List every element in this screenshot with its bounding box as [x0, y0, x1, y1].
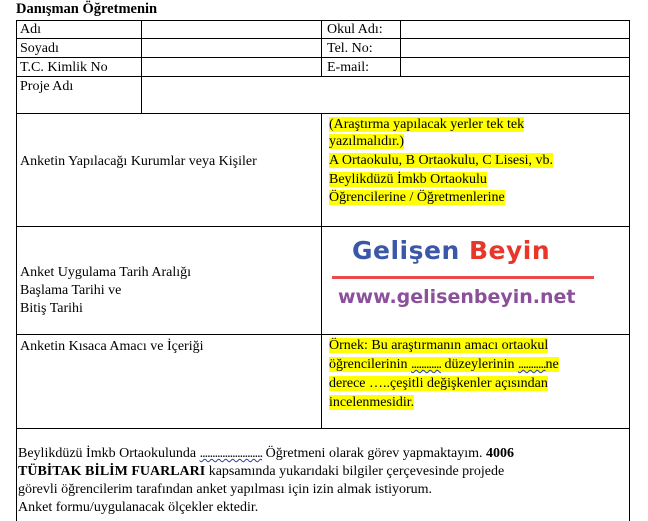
- institutions-hint-1: (Araştırma yapılacak yerler tek tek: [329, 117, 525, 132]
- watermark-url: www.gelisenbeyin.net: [338, 286, 576, 308]
- purpose-line-2: öğrencilerinin ............ düzeylerinin ...........ne: [329, 357, 559, 372]
- purpose-blank-2: ...........: [518, 357, 546, 372]
- purpose-line-3: derece …..çeşitli değişkenler açısından: [329, 376, 548, 391]
- surname-field[interactable]: [142, 39, 321, 57]
- project-name-field[interactable]: [142, 77, 629, 113]
- date-range-label: Anket Uygulama Tarih Aralığı: [20, 265, 192, 280]
- watermark-logo: Gelişen Beyin: [352, 236, 551, 265]
- institutions-label: Anketin Yapılacağı Kurumlar veya Kişiler: [20, 154, 257, 169]
- institutions-example-2: Beylikdüzü İmkb Ortaokulu: [329, 172, 487, 187]
- end-date-label: Bitiş Tarihi: [20, 301, 83, 316]
- tc-id-field[interactable]: [142, 58, 321, 76]
- school-label: Okul Adı:: [327, 22, 383, 37]
- project-name-label: Proje Adı: [20, 79, 74, 94]
- consent-line-1: Beylikdüzü İmkb Ortaokulunda ......................... Öğretmeni olarak görev yapmaktayım. 4006: [18, 446, 515, 461]
- email-label: E-mail:: [327, 60, 369, 75]
- name-label: Adı: [20, 22, 41, 37]
- phone-field[interactable]: [401, 39, 629, 57]
- surname-label: Soyadı: [20, 41, 59, 56]
- start-date-label: Başlama Tarihi ve: [20, 283, 122, 298]
- purpose-label: Anketin Kısaca Amacı ve İçeriği: [20, 339, 204, 354]
- purpose-blank-1: ............: [411, 357, 442, 372]
- email-field[interactable]: [401, 58, 629, 76]
- name-field[interactable]: [142, 21, 321, 38]
- tc-id-label: T.C. Kimlik No: [20, 60, 108, 75]
- phone-label: Tel. No:: [327, 41, 373, 56]
- watermark-underline: [332, 276, 594, 279]
- school-field[interactable]: [401, 21, 629, 38]
- form-title: Danışman Öğretmenin: [16, 1, 158, 17]
- purpose-line-4: incelenmesidir.: [329, 395, 415, 410]
- purpose-line-1: Örnek: Bu araştırmanın amacı ortaokul: [329, 338, 549, 353]
- institutions-example-3: Öğrencilerine / Öğretmenlerine: [329, 190, 505, 205]
- consent-line-4: Anket formu/uygulanacak ölçekler ektedir.: [18, 500, 259, 515]
- consent-line-2: TÜBİTAK BİLİM FUARLARI kapsamında yukarıdaki bilgiler çerçevesinde projede: [18, 464, 505, 479]
- institutions-example-1: A Ortaokulu, B Ortaokulu, C Lisesi, vb.: [329, 153, 553, 168]
- institutions-hint-2: yazılmalıdır.): [329, 134, 405, 149]
- teacher-blank: .........................: [199, 446, 263, 461]
- consent-line-3: görevli öğrencilerim tarafından anket yapılması için izin almak istiyorum.: [18, 482, 433, 497]
